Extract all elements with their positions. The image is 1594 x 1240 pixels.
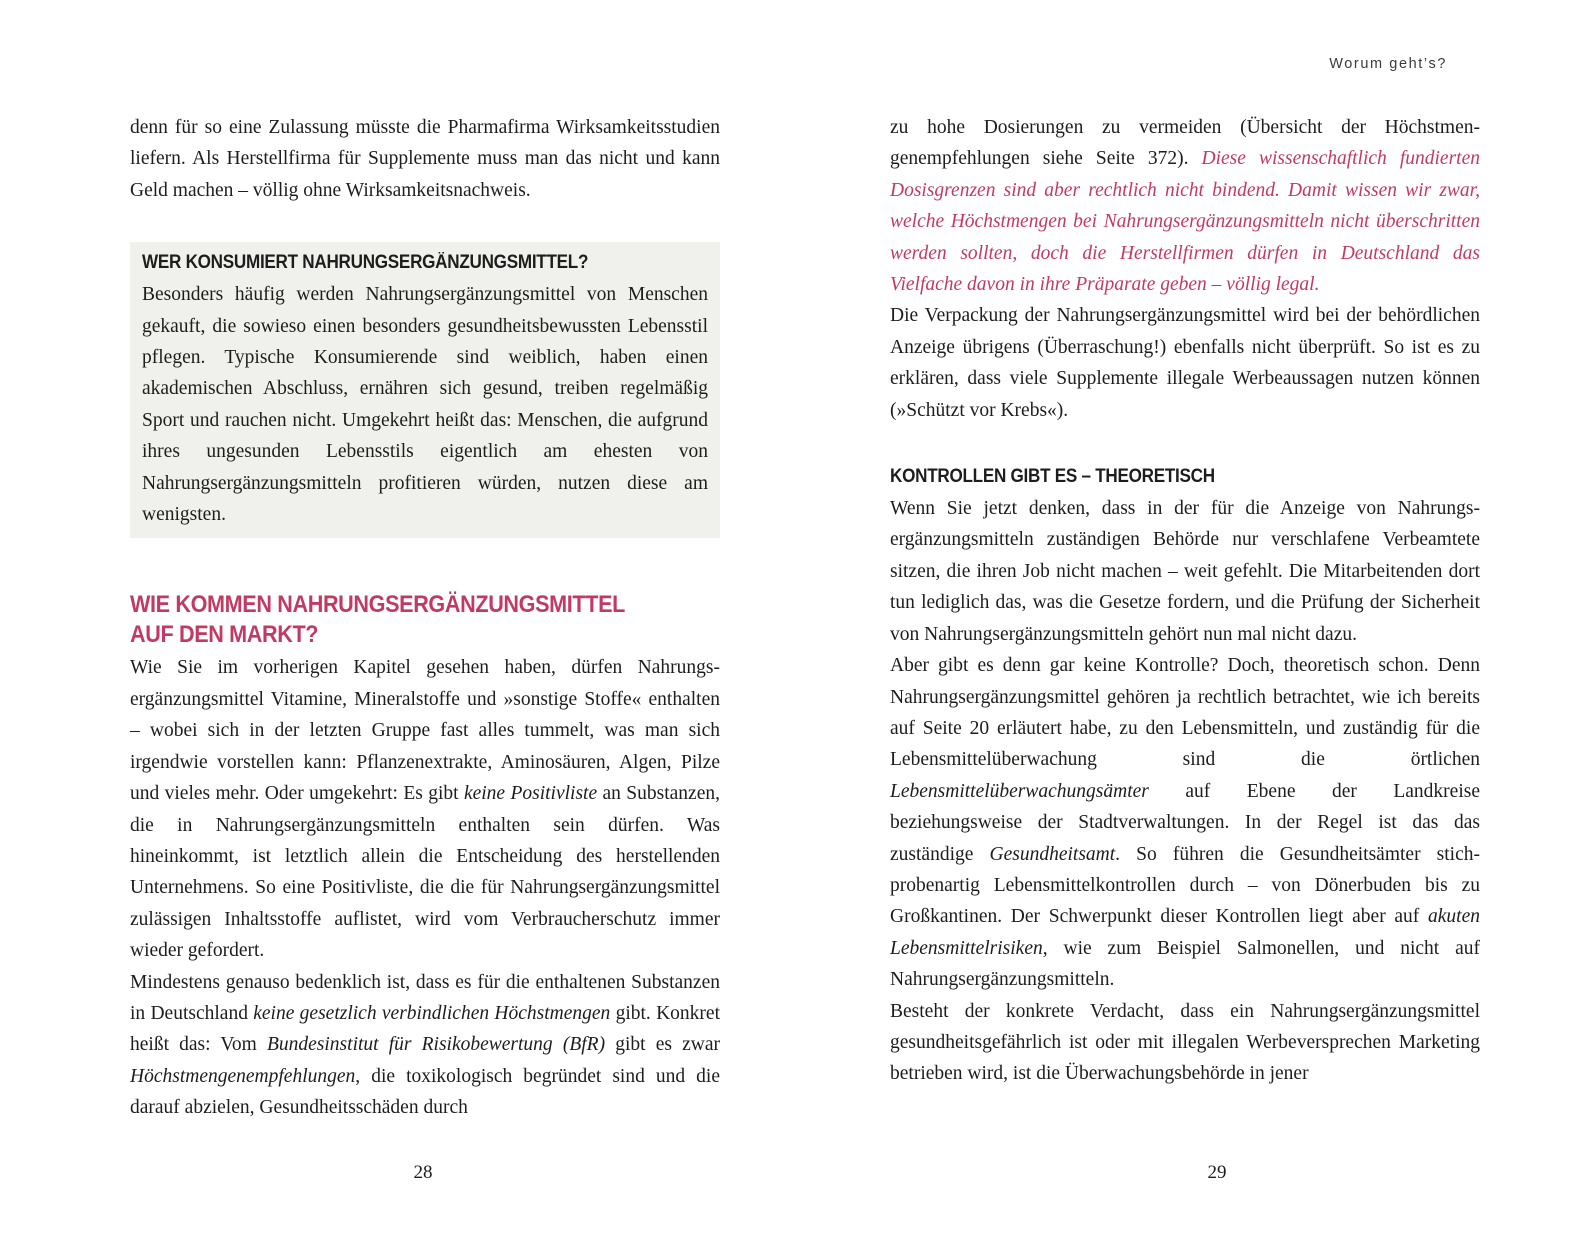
text-run: an Substanzen, die in Nahrungsergänzungsmitteln enthalten sein dürfen. Was hineinkommt, ist letztlich allein die Entscheidung des herstellenden Unternehmens. So eine Positivliste, die die für Nahrungsergänzungsmittel zulässigen Inhaltsstoffe auflistet, wird vom Verbraucherschutz immer wieder gefordert. bbox=[130, 783, 720, 962]
running-head: Worum geht’s? bbox=[1329, 56, 1447, 72]
emphasis: akuten Lebensmittelrisiken bbox=[890, 906, 1480, 959]
text-run: gibt es zwar bbox=[605, 1034, 720, 1056]
info-box-text: Besonders häufig werden Nahrungsergänzungsmittel von Menschen gekauft, die sowieso einen besonders gesundheitsbewussten Lebensstil pflegen. Typische Konsumierende sind weiblich, haben einen akademischen Abschluss, ernähren sich gesund, treiben regelmäßig Sport und rauchen nicht. Umgekehrt heißt das: Menschen, die aufgrund ihres ungesunden Lebensstils eigentlich am ehesten von Nahrungsergänzungsmitteln profitieren würden, nutzen diese am wenigsten. bbox=[142, 284, 708, 526]
text-run: Mindestens genauso bedenklich ist, dass es für die enthaltenen Substanzen in Deutschland bbox=[130, 971, 720, 1024]
info-box-heading: WER KONSUMIERT NAHRUNGSERGÄNZUNGSMITTEL? bbox=[142, 252, 589, 274]
left-text-column bbox=[130, 112, 720, 1124]
emphasis: Gesundheitsamt bbox=[989, 843, 1116, 865]
highlighted-quote: Diese wissenschaftlich fundierten Dosisgrenzen sind aber rechtlich nicht bindend. Damit wissen wir zwar, welche Höchstmengen bei Nahrungsergänzungsmitteln nicht überschritten werden sollten, doch die Herstellfirmen dürfen in Deutschland das Vielfache davon in ihre Präparate geben – völlig legal. bbox=[890, 148, 1480, 296]
emphasis: Höchstmengenempfehlungen bbox=[130, 1065, 356, 1087]
text-run: auf Ebene der Landkreise beziehungsweise der Stadtverwaltungen. In der Regel ist das das zuständige bbox=[890, 780, 1480, 865]
text-run: . So führen die Gesundheitsämter stichprobenartig Lebensmittelkontrollen durch – von Dönerbuden bis zu Großkantinen. Der Schwerpunkt dieser Kontrollen liegt aber auf bbox=[890, 843, 1480, 928]
page-number-left: 28 bbox=[413, 1162, 433, 1183]
emphasis: keine Positivliste bbox=[463, 783, 598, 805]
text-run: , die toxikologisch begründet sind und die darauf abzielen, Gesundheitsschäden durch bbox=[130, 1065, 720, 1119]
paragraph-dosierungen bbox=[890, 112, 1480, 300]
section-heading: WIE KOMMEN NAHRUNGSERGÄNZUNGSMITTEL AUF DEN MARKT? bbox=[130, 591, 625, 649]
paragraph-hoechstmengen bbox=[130, 967, 720, 1124]
right-page bbox=[797, 0, 1594, 1240]
emphasis: Bundesinstitut für Risikobewertung (BfR) bbox=[266, 1034, 606, 1056]
paragraph-verpackung: Die Verpackung der Nahrungsergänzungsmittel wird bei der behördlichen Anzeige übrigens (Überraschung!) ebenfalls nicht überprüft. So ist es zu erklären, dass viele Supplemente illegale Werbeaussagen nutzen können (»Schützt vor Krebs«). bbox=[890, 305, 1480, 421]
text-run: gibt. Konkret heißt das: Vom bbox=[130, 1002, 720, 1056]
text-run: Wie Sie im vorherigen Kapitel gesehen haben, dürfen Nahrungsergänzungsmittel Vitamine, Mineralstoffe und »sonstige Stoffe« enthalten – wobei sich in der letzten Gruppe fast alles tummelt, was man sich irgendwie vorstellen kann: Pflanzenextrakte, Aminosäuren, Algen, Pilze und vieles mehr. Oder umgekehrt: Es gibt bbox=[130, 657, 720, 805]
emphasis: keine gesetzlich verbindlichen Höchstmengen bbox=[253, 1002, 611, 1024]
page-number-right: 29 bbox=[1207, 1162, 1227, 1183]
paragraph-behoerde: Wenn Sie jetzt denken, dass in der für die Anzeige von Nahrungsergänzungsmitteln zuständigen Behörde nur verschlafene Verbeamtete sitzen, die ihren Job nicht machen – weit gefehlt. Die Mitarbeitenden dort tun lediglich das, was die Gesetze fordern, und die Prüfung der Sicherheit von Nahrungsergänzungsmitteln gehört nun mal nicht dazu. bbox=[890, 498, 1480, 645]
text-run: Aber gibt es denn gar keine Kontrolle? Doch, theoretisch schon. Denn Nahrungsergänzungsmittel gehören ja rechtlich betrachtet, wie ich bereits auf Seite 20 erläutert habe, zu den Lebensmitteln, und zuständig für die Lebensmittelüberwachung sind die örtlichen bbox=[890, 655, 1480, 771]
right-text-column bbox=[890, 112, 1480, 1090]
subheading-kontrollen: KONTROLLEN GIBT ES – THEORETISCH bbox=[890, 466, 1215, 488]
paragraph-kontrolle bbox=[890, 650, 1480, 995]
intro-paragraph: denn für so eine Zulassung müsste die Pharmafirma Wirksamkeitsstudien liefern. Als Herstellfirma für Supplemente muss man das nicht und kann Geld machen – völlig ohne Wirksamkeitsnachweis. bbox=[130, 117, 720, 201]
info-box bbox=[130, 242, 720, 538]
text-run: zu hohe Dosierungen zu vermeiden (Übersicht der Höchstmengenempfehlungen siehe Seite 372). bbox=[890, 117, 1480, 170]
emphasis: Lebensmittelüberwachungsämter bbox=[890, 780, 1149, 802]
paragraph-positivliste bbox=[130, 652, 720, 966]
text-run: , wie zum Beispiel Salmonellen, und nicht auf Nahrungsergänzungsmitteln. bbox=[890, 937, 1480, 991]
paragraph-verdacht: Besteht der konkrete Verdacht, dass ein Nahrungsergänzungsmittel gesundheitsgefährlich ist oder mit illegalen Werbeversprechen Marketing betrieben wird, ist die Überwachungsbehörde in jener bbox=[890, 1000, 1480, 1085]
